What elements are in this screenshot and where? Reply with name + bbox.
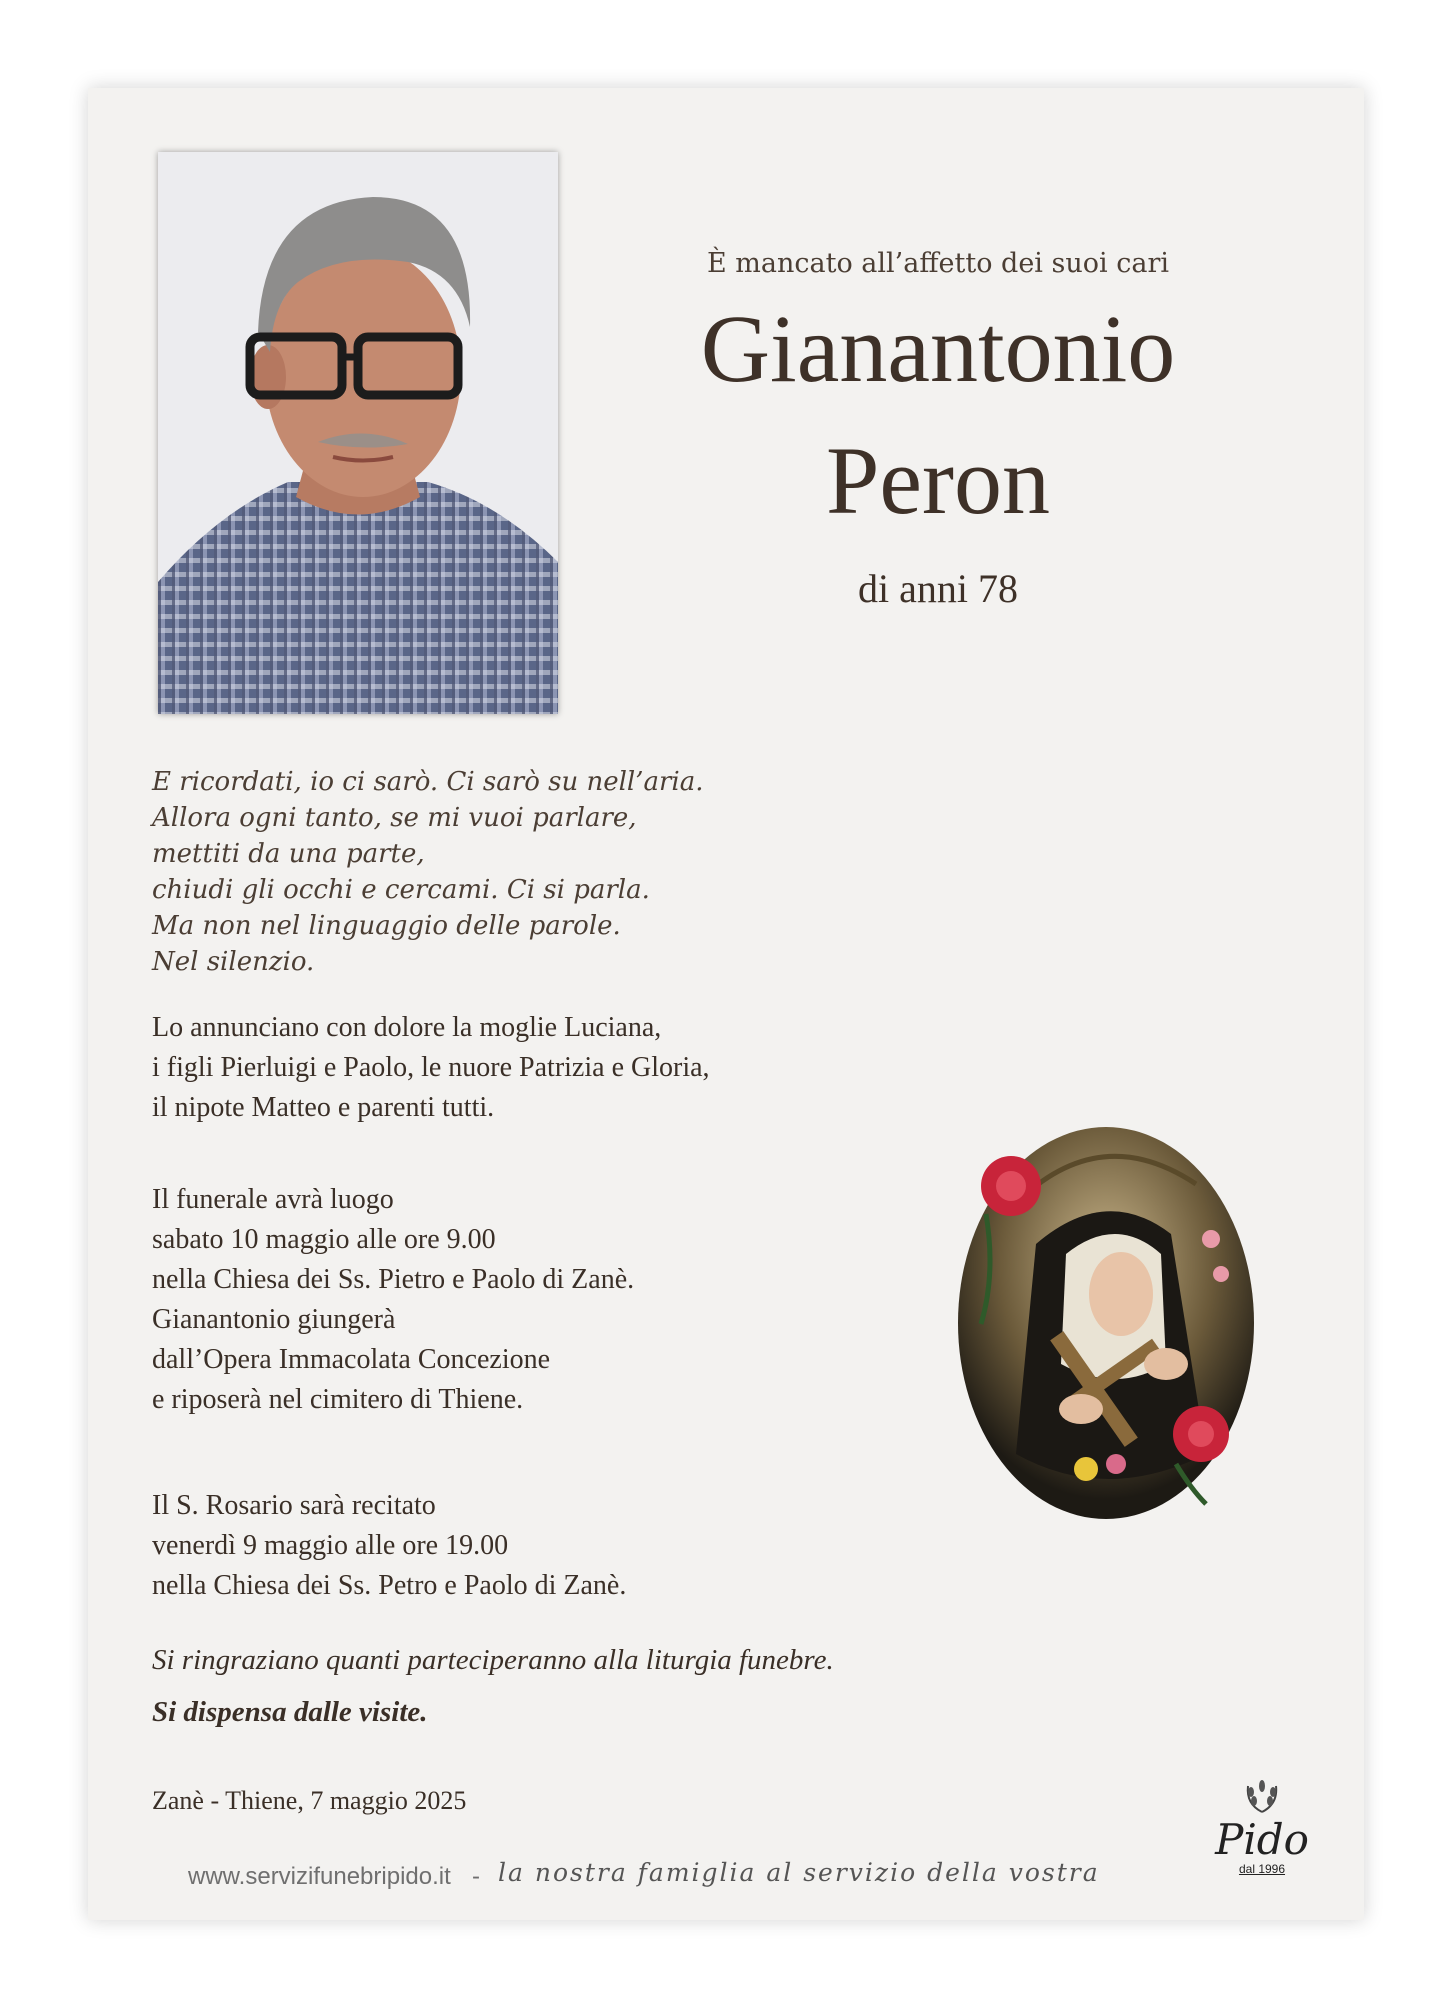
no-visits-text: Si dispensa dalle visite. [152,1696,428,1728]
wreath-icon [1242,1778,1282,1814]
last-name: Peron [826,427,1050,534]
funeral-info [152,1180,634,1420]
rosary-line: venerdì 9 maggio alle ore 19.00 [152,1530,509,1561]
poem-line: chiudi gli occhi e cercami. Ci si parla. [152,875,650,905]
footer-tagline: la nostra famiglia al servizio della vostra [498,1858,1100,1887]
company-logo [1214,1778,1310,1876]
funeral-line: Il funerale avrà luogo [152,1184,394,1215]
rosary-line: Il S. Rosario sarà recitato [152,1490,436,1521]
poem-line: mettiti da una parte, [152,839,425,869]
footer-url[interactable]: www.servizifunebripido.it [188,1863,451,1890]
poem-line: Ma non nel linguaggio delle parole. [152,911,621,941]
first-name: Gianantonio [700,295,1176,402]
obituary-card [88,88,1364,1920]
header [578,248,1298,612]
age-text: di anni 78 [858,566,1018,611]
rosary-info [152,1486,626,1606]
funeral-line: dall’Opera Immacolata Concezione [152,1344,551,1375]
logo-wordmark: Pido [1215,1815,1309,1864]
portrait-image [158,152,558,714]
announcement-line: i figli Pierluigi e Paolo, le nuore Patrizia e Gloria, [152,1052,710,1083]
announcement [152,1008,710,1128]
portrait-photo [158,152,558,714]
poem-line: E ricordati, io ci sarò. Ci sarò su nell’aria. [152,767,704,797]
footer-separator: - [472,1863,480,1890]
saint-image [956,1124,1256,1522]
funeral-line: sabato 10 maggio alle ore 9.00 [152,1224,496,1255]
rosary-line: nella Chiesa dei Ss. Petro e Paolo di Zanè. [152,1570,627,1601]
announcement-line: il nipote Matteo e parenti tutti. [152,1092,495,1123]
announcement-line: Lo annunciano con dolore la moglie Luciana, [152,1012,662,1043]
saint-rita-icon [956,1124,1256,1522]
intro-text: È mancato all’affetto dei suoi cari [707,248,1169,279]
funeral-line: nella Chiesa dei Ss. Pietro e Paolo di Zanè. [152,1264,635,1295]
funeral-line: Gianantonio giungerà [152,1304,396,1335]
funeral-line: e riposerà nel cimitero di Thiene. [152,1384,524,1415]
poem [152,764,704,980]
logo-since: dal 1996 [1238,1862,1286,1876]
poem-line: Nel silenzio. [152,947,315,977]
poem-line: Allora ogni tanto, se mi vuoi parlare, [152,803,637,833]
place-date: Zanè - Thiene, 7 maggio 2025 [152,1786,467,1815]
thanks-text: Si ringraziano quanti parteciperanno alla liturgia funebre. [152,1644,834,1676]
